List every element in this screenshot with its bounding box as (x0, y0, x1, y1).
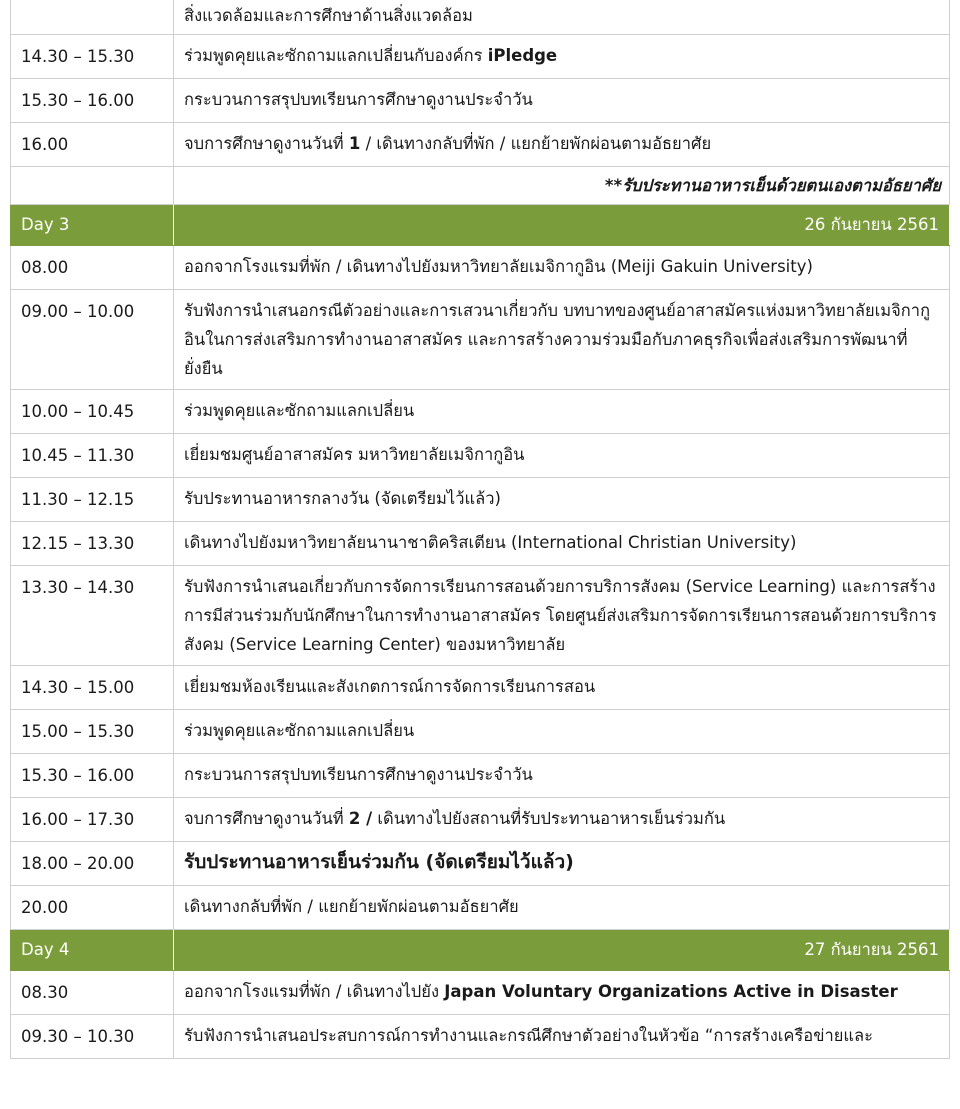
time-cell: 15.00 – 15.30 (11, 710, 174, 754)
activity-text-after: เดินทางไปยังสถานที่รับประทานอาหารเย็นร่วมกัน (377, 809, 726, 828)
time-cell: 09.00 – 10.00 (11, 290, 174, 390)
day-header-row (11, 205, 950, 246)
time-cell: 16.00 (11, 123, 174, 167)
activity-bold-text: Japan Voluntary Organizations Active in Disaster (444, 982, 898, 1001)
schedule-row (11, 886, 950, 930)
activity-text-after: / เดินทางกลับที่พัก / แยกย้ายพักผ่อนตามอัธยาศัย (365, 134, 712, 153)
activity-text: เดินทางไปยังมหาวิทยาลัยนานาชาติคริสเตียน (International Christian University) (184, 533, 797, 552)
activity-cell (174, 842, 950, 886)
activity-text: เดินทางกลับที่พัก / แยกย้ายพักผ่อนตามอัธยาศัย (184, 897, 519, 916)
time-cell: 11.30 – 12.15 (11, 478, 174, 522)
time-cell: 10.00 – 10.45 (11, 390, 174, 434)
day-label: Day 3 (11, 205, 174, 246)
schedule-row (11, 522, 950, 566)
activity-text: **รับประทานอาหารเย็นด้วยตนเองตามอัธยาศัย (604, 176, 941, 195)
time-cell: 15.30 – 16.00 (11, 79, 174, 123)
schedule-row (11, 0, 950, 35)
time-cell: 13.30 – 14.30 (11, 566, 174, 666)
activity-text: กระบวนการสรุปบทเรียนการศึกษาดูงานประจำวัน (184, 765, 533, 784)
time-cell (11, 167, 174, 205)
time-cell: 18.00 – 20.00 (11, 842, 174, 886)
activity-cell (174, 123, 950, 167)
schedule-row (11, 754, 950, 798)
time-cell (11, 0, 174, 35)
activity-cell (174, 478, 950, 522)
schedule-body (11, 0, 950, 1059)
activity-text: จบการศึกษาดูงานวันที่ (184, 134, 344, 153)
schedule-row (11, 566, 950, 666)
time-cell: 14.30 – 15.00 (11, 666, 174, 710)
activity-text: ออกจากโรงแรมที่พัก / เดินทางไปยังมหาวิทยาลัยเมจิกากูอิน (Meiji Gakuin University) (184, 257, 813, 276)
activity-cell (174, 35, 950, 79)
schedule-row (11, 842, 950, 886)
day-header-row (11, 930, 950, 971)
day-date: 26 กันยายน 2561 (174, 205, 950, 246)
activity-cell (174, 754, 950, 798)
schedule-row (11, 478, 950, 522)
time-cell: 09.30 – 10.30 (11, 1015, 174, 1059)
time-cell: 08.30 (11, 971, 174, 1015)
activity-cell (174, 390, 950, 434)
activity-text: สิ่งแวดล้อมและการศึกษาด้านสิ่งแวดล้อม (184, 6, 473, 25)
schedule-row (11, 434, 950, 478)
activity-cell (174, 971, 950, 1015)
time-cell: 20.00 (11, 886, 174, 930)
activity-cell (174, 434, 950, 478)
schedule-row (11, 1015, 950, 1059)
schedule-row (11, 246, 950, 290)
activity-text: ร่วมพูดคุยและซักถามแลกเปลี่ยนกับองค์กร (184, 46, 483, 65)
time-cell: 14.30 – 15.30 (11, 35, 174, 79)
schedule-row (11, 290, 950, 390)
activity-cell (174, 798, 950, 842)
activity-text: ออกจากโรงแรมที่พัก / เดินทางไปยัง (184, 982, 440, 1001)
activity-cell (174, 167, 950, 205)
activity-text: รับฟังการนำเสนอประสบการณ์การทำงานและกรณีศึกษาตัวอย่างในหัวข้อ “การสร้างเครือข่ายและ (184, 1026, 874, 1045)
time-cell: 12.15 – 13.30 (11, 522, 174, 566)
activity-bold-text: iPledge (487, 46, 558, 65)
activity-cell (174, 886, 950, 930)
activity-cell (174, 710, 950, 754)
schedule-row (11, 167, 950, 205)
schedule-row (11, 35, 950, 79)
schedule-row (11, 666, 950, 710)
activity-text: ร่วมพูดคุยและซักถามแลกเปลี่ยน (184, 401, 415, 420)
schedule-row (11, 710, 950, 754)
time-cell: 15.30 – 16.00 (11, 754, 174, 798)
activity-cell (174, 566, 950, 666)
activity-cell (174, 79, 950, 123)
time-cell: 10.45 – 11.30 (11, 434, 174, 478)
schedule-row (11, 971, 950, 1015)
day-label: Day 4 (11, 930, 174, 971)
schedule-table (10, 0, 950, 1059)
schedule-row (11, 798, 950, 842)
activity-text: รับฟังการนำเสนอกรณีตัวอย่างและการเสวนาเกี่ยวกับ บทบาทของศูนย์อาสาสมัครแห่งมหาวิทยาลัยเมจิกากูอินในการส่งเสริมการทำงานอาสาสมัคร และการสร้างความร่วมมือกับภาคธุรกิจเพื่อส่งเสริมการพัฒนาที่ยั่งยืน (184, 301, 931, 378)
schedule-row (11, 123, 950, 167)
activity-cell (174, 0, 950, 35)
activity-text: รับประทานอาหารเย็นร่วมกัน (จัดเตรียมไว้แล้ว) (184, 851, 574, 873)
activity-bold-text: 2 / (348, 809, 373, 828)
schedule-row (11, 390, 950, 434)
activity-text: รับฟังการนำเสนอเกี่ยวกับการจัดการเรียนการสอนด้วยการบริการสังคม (Service Learning) และการสร้างการมีส่วนร่วมกับนักศึกษาในการทำงานอาสาสมัคร โดยศูนย์ส่งเสริมการจัดการเรียนการสอนด้วยการบริการสังคม (Service Learning Center) ของมหาวิทยาลัย (184, 577, 937, 654)
activity-text: เยี่ยมชมห้องเรียนและสังเกตการณ์การจัดการเรียนการสอน (184, 677, 596, 696)
activity-cell (174, 246, 950, 290)
activity-cell (174, 1015, 950, 1059)
activity-text: รับประทานอาหารกลางวัน (จัดเตรียมไว้แล้ว) (184, 489, 501, 508)
activity-cell (174, 666, 950, 710)
activity-cell (174, 290, 950, 390)
activity-cell (174, 522, 950, 566)
activity-text: เยี่ยมชมศูนย์อาสาสมัคร มหาวิทยาลัยเมจิกากูอิน (184, 445, 525, 464)
time-cell: 08.00 (11, 246, 174, 290)
day-date: 27 กันยายน 2561 (174, 930, 950, 971)
activity-bold-text: 1 (348, 134, 361, 153)
activity-text: ร่วมพูดคุยและซักถามแลกเปลี่ยน (184, 721, 415, 740)
schedule-row (11, 79, 950, 123)
activity-text: จบการศึกษาดูงานวันที่ (184, 809, 344, 828)
activity-text: กระบวนการสรุปบทเรียนการศึกษาดูงานประจำวัน (184, 90, 533, 109)
time-cell: 16.00 – 17.30 (11, 798, 174, 842)
